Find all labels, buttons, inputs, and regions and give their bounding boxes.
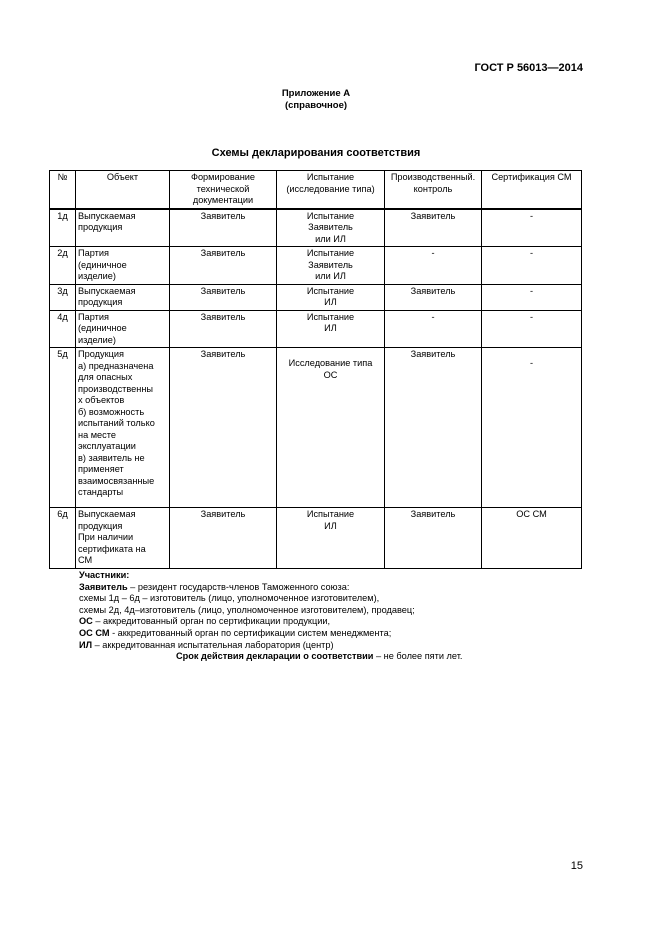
row-cert: - — [482, 247, 582, 285]
row-cert: - — [482, 209, 582, 247]
row-number: 2д — [50, 247, 76, 285]
table-header-row — [50, 171, 582, 209]
row-object — [76, 508, 170, 569]
object-line: сертификата на — [78, 543, 146, 554]
header-object: Объект — [76, 171, 170, 209]
object-line: эксплуатации — [78, 441, 136, 451]
row-number: 3д — [50, 284, 76, 310]
test-line: Заявитель — [308, 222, 353, 232]
test-line: или ИЛ — [315, 233, 346, 244]
appendix-heading — [0, 88, 632, 112]
test-line: Испытание — [306, 285, 355, 296]
row-docs: Заявитель — [170, 209, 277, 247]
page-number: 15 — [570, 860, 583, 872]
object-line: стандарты — [78, 487, 124, 497]
object-line: СМ — [78, 555, 93, 565]
row-number: 6д — [50, 508, 76, 569]
participants-notes — [79, 570, 579, 663]
object-line: х объектов — [78, 395, 125, 405]
test-line: Исследование типа — [288, 358, 373, 368]
header-control: Производственный. контроль — [385, 171, 482, 209]
notes-os: ОС – аккредитованный орган по сертификации продукции, — [79, 616, 331, 627]
row-number: 5д — [50, 348, 76, 508]
row-docs: Заявитель — [170, 348, 277, 508]
header-docs: Формирование технической документации — [170, 171, 277, 209]
row-object — [76, 247, 170, 285]
notes-applicant: Заявитель – резидент государств-членов Таможенного союза: — [79, 581, 350, 592]
test-line: ИЛ — [324, 520, 337, 531]
notes-il: ИЛ – аккредитованная испытательная лаборатория (центр) — [79, 639, 334, 650]
object-line: Партия — [78, 248, 109, 258]
row-cert: - — [482, 284, 582, 310]
object-line: для опасных — [78, 372, 133, 382]
table-row — [50, 247, 582, 285]
header-test: Испытание (исследование типа) — [277, 171, 385, 209]
object-line: Продукция — [78, 349, 124, 359]
row-docs: Заявитель — [170, 508, 277, 569]
row-docs: Заявитель — [170, 310, 277, 348]
notes-schemes-2: схемы 2д, 4д–изготовитель (лицо, уполномоченное изготовителем), продавец; — [79, 604, 415, 615]
header-num: № — [50, 171, 76, 209]
object-line: изделие) — [78, 334, 116, 345]
object-line: Выпускаемая — [78, 285, 136, 296]
section-title: Схемы декларирования соответствия — [211, 147, 421, 159]
object-line: б) возможность — [78, 406, 145, 417]
notes-schemes-1: схемы 1д – 6д – изготовитель (лицо, уполномоченное изготовителем), — [79, 593, 380, 604]
test-line: Испытание — [306, 248, 355, 258]
row-test — [277, 284, 385, 310]
test-line: Испытание — [306, 311, 355, 322]
table-row — [50, 348, 582, 508]
appendix-subtitle: (справочное) — [284, 100, 348, 111]
row-control: Заявитель — [385, 209, 482, 247]
object-line: производственны — [78, 383, 154, 394]
standard-designation: ГОСТ Р 56013—2014 — [474, 62, 583, 74]
object-line: в) заявитель не — [78, 452, 145, 463]
object-line: Выпускаемая — [78, 509, 136, 519]
object-line: взаимосвязанные — [78, 475, 155, 486]
row-control: Заявитель — [385, 348, 482, 508]
row-cert: - — [482, 348, 582, 508]
object-line: Партия — [78, 311, 109, 322]
object-line: продукция — [78, 520, 123, 531]
row-test — [277, 209, 385, 247]
row-control: - — [385, 310, 482, 348]
row-object — [76, 348, 170, 508]
table-row — [50, 310, 582, 348]
row-control: Заявитель — [385, 284, 482, 310]
object-line: применяет — [78, 464, 124, 474]
row-docs: Заявитель — [170, 284, 277, 310]
header-cert: Сертификация СМ — [482, 171, 582, 209]
declaration-schemes-table — [49, 170, 582, 569]
row-test — [277, 348, 385, 508]
row-number: 1д — [50, 209, 76, 247]
appendix-title: Приложение А — [281, 88, 351, 99]
test-line: Заявитель — [308, 259, 353, 270]
row-control: Заявитель — [385, 508, 482, 569]
notes-heading: Участники: — [79, 570, 130, 580]
test-line: ИЛ — [324, 297, 337, 307]
test-line: ИЛ — [324, 323, 337, 333]
table-row — [50, 508, 582, 569]
row-test — [277, 310, 385, 348]
object-line: (единичное — [78, 259, 127, 270]
row-cert: - — [482, 310, 582, 348]
test-line: Испытание — [306, 210, 355, 221]
object-line: продукция — [78, 297, 123, 307]
row-docs: Заявитель — [170, 247, 277, 285]
object-line: на месте — [78, 429, 116, 440]
row-object — [76, 284, 170, 310]
object-line: испытаний только — [78, 418, 155, 428]
test-line: или ИЛ — [315, 271, 346, 281]
object-line: Выпускаемая — [78, 210, 136, 221]
table-row — [50, 284, 582, 310]
object-line: При наличии — [78, 532, 134, 542]
row-cert: ОС СМ — [482, 508, 582, 569]
object-line: изделие) — [78, 271, 116, 281]
row-object — [76, 310, 170, 348]
notes-ossm: ОС СМ - аккредитованный орган по сертификации систем менеджмента; — [79, 627, 392, 638]
test-line: ОС — [323, 369, 338, 380]
object-line: а) предназначена — [78, 360, 154, 371]
test-line: Испытание — [306, 509, 355, 519]
row-number: 4д — [50, 310, 76, 348]
row-control: - — [385, 247, 482, 285]
object-line: (единичное — [78, 323, 127, 333]
row-test — [277, 247, 385, 285]
table-row — [50, 209, 582, 247]
row-object — [76, 209, 170, 247]
object-line: продукция — [78, 222, 123, 232]
notes-validity: Срок действия декларации о соответствии – не более пяти лет. — [176, 651, 463, 662]
row-test — [277, 508, 385, 569]
